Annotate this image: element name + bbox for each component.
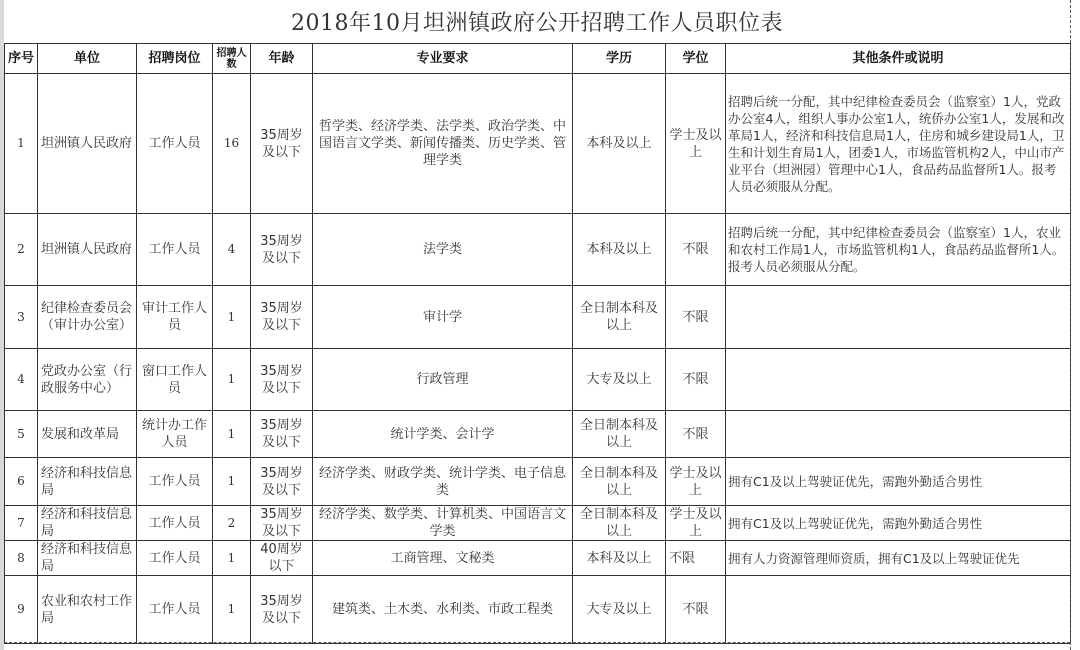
cell-count[interactable]: 1 (213, 576, 251, 644)
cell-seq[interactable]: 3 (5, 286, 38, 349)
cell-degree[interactable]: 不限 (666, 286, 726, 349)
cell-age[interactable]: 40周岁以下 (251, 541, 313, 576)
table-row (5, 74, 1071, 214)
cell-position[interactable]: 工作人员 (137, 576, 213, 644)
cell-major[interactable]: 行政管理 (313, 349, 573, 411)
col-header-education[interactable]: 学历 (573, 44, 666, 74)
cell-position[interactable]: 统计办工作人员 (137, 411, 213, 458)
table-row (5, 576, 1071, 644)
cell-age[interactable]: 35周岁及以下 (251, 458, 313, 506)
cell-age[interactable]: 35周岁及以下 (251, 74, 313, 214)
table-row (5, 506, 1071, 541)
cell-unit[interactable]: 坦洲镇人民政府 (38, 214, 137, 286)
cell-position[interactable]: 审计工作人员 (137, 286, 213, 349)
col-header-unit[interactable]: 单位 (38, 44, 137, 74)
cell-education[interactable]: 全日制本科及以上 (573, 286, 666, 349)
cell-education[interactable]: 全日制本科及以上 (573, 458, 666, 506)
cell-education[interactable]: 大专及以上 (573, 349, 666, 411)
cell-degree[interactable]: 学士及以上 (666, 506, 726, 541)
cell-age[interactable]: 35周岁及以下 (251, 349, 313, 411)
page-break-horizontal (4, 642, 1070, 643)
cell-education[interactable]: 全日制本科及以上 (573, 411, 666, 458)
cell-major[interactable]: 经济学类、数学类、计算机类、中国语言文学类 (313, 506, 573, 541)
cell-seq[interactable]: 9 (5, 576, 38, 644)
cell-count[interactable]: 1 (213, 411, 251, 458)
col-header-count[interactable]: 招聘人数 (213, 44, 251, 74)
cell-seq[interactable]: 8 (5, 541, 38, 576)
cell-unit[interactable]: 经济和科技信息局 (38, 458, 137, 506)
cell-position[interactable]: 工作人员 (137, 74, 213, 214)
cell-age[interactable]: 35周岁及以下 (251, 286, 313, 349)
page-break-vertical (1070, 0, 1071, 650)
cell-count[interactable]: 1 (213, 349, 251, 411)
cell-degree[interactable]: 不限 (666, 349, 726, 411)
cell-education[interactable]: 全日制本科及以上 (573, 506, 666, 541)
cell-degree[interactable]: 学士及以上 (666, 74, 726, 214)
cell-unit[interactable]: 纪律检查委员会（审计办公室） (38, 286, 137, 349)
col-header-degree[interactable]: 学位 (666, 44, 726, 74)
recruitment-table (4, 43, 1071, 644)
cell-major[interactable]: 统计学类、会计学 (313, 411, 573, 458)
cell-unit[interactable]: 经济和科技信息局 (38, 506, 137, 541)
cell-unit[interactable]: 发展和改革局 (38, 411, 137, 458)
cell-notes[interactable] (726, 349, 1071, 411)
cell-education[interactable]: 本科及以上 (573, 74, 666, 214)
header-row (5, 44, 1071, 74)
table-row (5, 458, 1071, 506)
cell-position[interactable]: 工作人员 (137, 458, 213, 506)
col-header-notes[interactable]: 其他条件或说明 (726, 44, 1071, 74)
table-row (5, 286, 1071, 349)
cell-degree[interactable]: 不限 (666, 214, 726, 286)
table-row (5, 411, 1071, 458)
cell-unit[interactable]: 经济和科技信息局 (38, 541, 137, 576)
cell-degree[interactable]: 不限 (666, 541, 726, 576)
cell-age[interactable]: 35周岁及以下 (251, 576, 313, 644)
cell-major[interactable]: 经济学类、财政学类、统计学类、电子信息类 (313, 458, 573, 506)
col-header-seq[interactable]: 序号 (5, 44, 38, 74)
cell-count[interactable]: 2 (213, 506, 251, 541)
cell-education[interactable]: 大专及以上 (573, 576, 666, 644)
cell-notes[interactable]: 拥有C1及以上驾驶证优先，需跑外勤适合男性 (726, 506, 1071, 541)
cell-seq[interactable]: 4 (5, 349, 38, 411)
col-header-position[interactable]: 招聘岗位 (137, 44, 213, 74)
cell-position[interactable]: 工作人员 (137, 541, 213, 576)
cell-major[interactable]: 审计学 (313, 286, 573, 349)
cell-major[interactable]: 建筑类、土木类、水利类、市政工程类 (313, 576, 573, 644)
cell-unit[interactable]: 坦洲镇人民政府 (38, 74, 137, 214)
table-row (5, 541, 1071, 576)
cell-count[interactable]: 1 (213, 541, 251, 576)
cell-notes[interactable] (726, 576, 1071, 644)
cell-seq[interactable]: 6 (5, 458, 38, 506)
cell-position[interactable]: 工作人员 (137, 506, 213, 541)
cell-position[interactable]: 工作人员 (137, 214, 213, 286)
cell-age[interactable]: 35周岁及以下 (251, 411, 313, 458)
cell-age[interactable]: 35周岁及以下 (251, 506, 313, 541)
cell-count[interactable]: 1 (213, 286, 251, 349)
cell-seq[interactable]: 5 (5, 411, 38, 458)
cell-notes[interactable]: 拥有人力资源管理师资质，拥有C1及以上驾驶证优先 (726, 541, 1071, 576)
cell-notes[interactable] (726, 286, 1071, 349)
cell-major[interactable]: 工商管理、文秘类 (313, 541, 573, 576)
cell-notes[interactable]: 招聘后统一分配，其中纪律检查委员会（监察室）1人，农业和农村工作局1人，市场监管机构1人，食品药品监督所1人。报考人员必须服从分配。 (726, 214, 1071, 286)
cell-notes[interactable]: 招聘后统一分配，其中纪律检查委员会（监察室）1人，党政办公室4人，组织人事办公室1人，统侨办公室1人，发展和改革局1人，经济和科技信息局1人，住房和城乡建设局1人，卫生和计划生育局1人，团委1人，市场监管机构2人，中山市产业平台（坦洲园）管理中心1人，食品药品监督所1人。报考人员必须服从分配。 (726, 74, 1071, 214)
cell-unit[interactable]: 农业和农村工作局 (38, 576, 137, 644)
cell-major[interactable]: 法学类 (313, 214, 573, 286)
cell-unit[interactable]: 党政办公室（行政服务中心） (38, 349, 137, 411)
cell-age[interactable]: 35周岁及以下 (251, 214, 313, 286)
cell-degree[interactable]: 学士及以上 (666, 458, 726, 506)
table-row (5, 214, 1071, 286)
table-row (5, 349, 1071, 411)
cell-count[interactable]: 1 (213, 458, 251, 506)
cell-education[interactable]: 本科及以上 (573, 541, 666, 576)
cell-education[interactable]: 本科及以上 (573, 214, 666, 286)
col-header-age[interactable]: 年龄 (251, 44, 313, 74)
cell-count[interactable]: 4 (213, 214, 251, 286)
cell-notes[interactable]: 拥有C1及以上驾驶证优先，需跑外勤适合男性 (726, 458, 1071, 506)
sheet-title: 2018年10月坦洲镇政府公开招聘工作人员职位表 (291, 11, 783, 36)
col-header-major[interactable]: 专业要求 (313, 44, 573, 74)
cell-degree[interactable]: 不限 (666, 411, 726, 458)
cell-degree[interactable]: 不限 (666, 576, 726, 644)
cell-major[interactable]: 哲学类、经济学类、法学类、政治学类、中国语言文学类、新闻传播类、历史学类、管理学类 (313, 74, 573, 214)
cell-count[interactable]: 16 (213, 74, 251, 214)
cell-seq[interactable]: 1 (5, 74, 38, 214)
cell-seq[interactable]: 2 (5, 214, 38, 286)
cell-position[interactable]: 窗口工作人员 (137, 349, 213, 411)
cell-seq[interactable]: 7 (5, 506, 38, 541)
cell-notes[interactable] (726, 411, 1071, 458)
